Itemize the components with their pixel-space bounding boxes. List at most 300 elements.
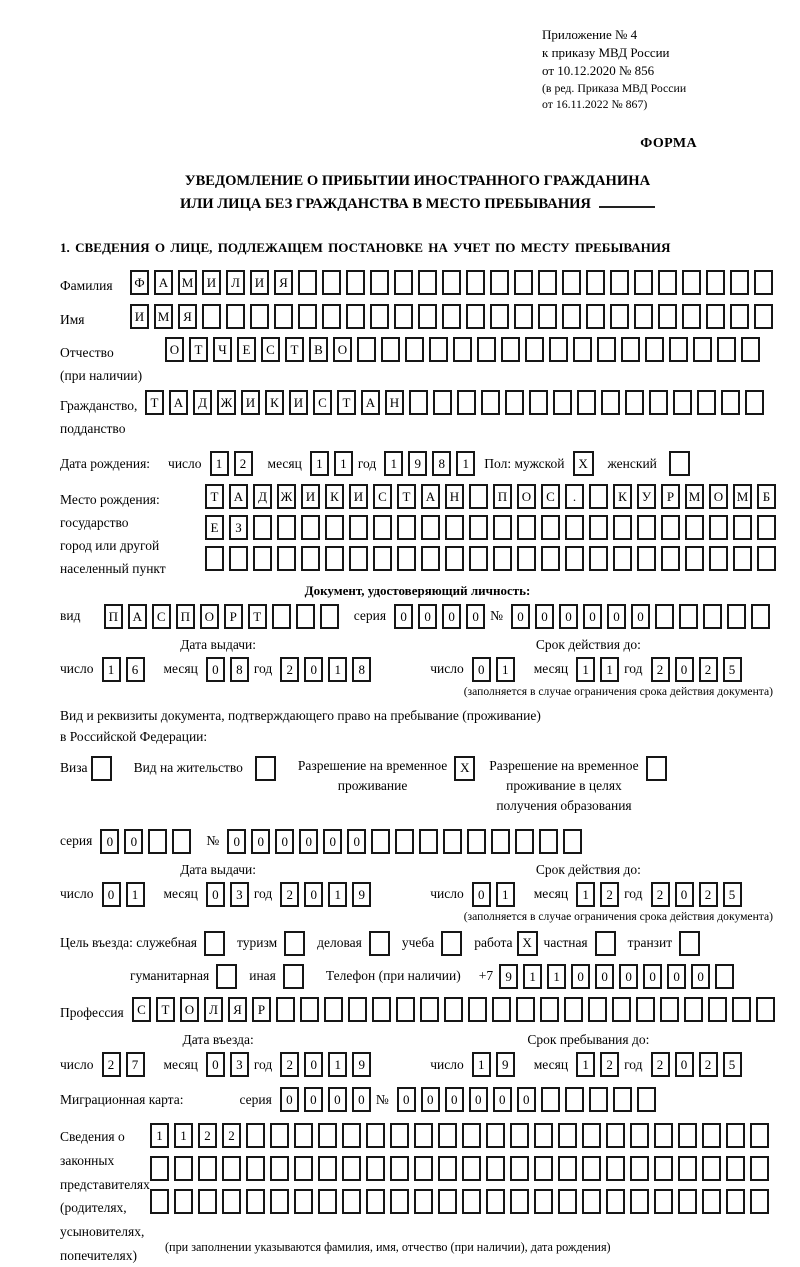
rvp-issue-month-cells xyxy=(206,882,254,907)
char-cell: 0 xyxy=(124,829,143,854)
char-cell xyxy=(294,1123,313,1148)
temp-residence-option xyxy=(298,756,475,797)
doc-issue-row xyxy=(60,657,376,682)
char-cell xyxy=(490,304,509,329)
month-word: месяц xyxy=(533,886,569,902)
char-cell: 1 xyxy=(126,882,145,907)
migration-card-row xyxy=(60,1087,775,1112)
char-cell: 0 xyxy=(397,1087,416,1112)
purpose-business-checkbox xyxy=(204,931,225,956)
char-cell xyxy=(541,515,560,540)
char-cell xyxy=(202,304,221,329)
char-cell: 3 xyxy=(230,882,249,907)
char-cell xyxy=(726,1123,745,1148)
stay-until-group xyxy=(430,1032,746,1077)
patronymic-label xyxy=(60,337,165,388)
char-cell xyxy=(390,1123,409,1148)
residence-intro-line2: в Российской Федерации: xyxy=(60,728,208,744)
char-cell xyxy=(649,390,668,415)
profession-cells xyxy=(132,997,780,1022)
char-cell xyxy=(294,1156,313,1181)
entry-month-cells xyxy=(206,1052,254,1077)
char-cell xyxy=(517,546,536,571)
char-cell: Т xyxy=(248,604,267,629)
char-cell xyxy=(525,337,544,362)
purpose-transit-checkbox xyxy=(679,931,700,956)
char-cell: 0 xyxy=(535,604,554,629)
char-cell xyxy=(250,304,269,329)
legal-reps-label-line1: Сведения о xyxy=(60,1129,125,1145)
char-cell xyxy=(610,270,629,295)
char-cell: С xyxy=(541,484,560,509)
char-cell: 1 xyxy=(547,964,566,989)
title-blank-underline xyxy=(599,193,655,208)
char-cell xyxy=(717,337,736,362)
char-cell xyxy=(553,390,572,415)
char-cell: А xyxy=(421,484,440,509)
char-cell xyxy=(606,1189,625,1214)
char-cell xyxy=(324,997,343,1022)
char-cell xyxy=(702,1123,721,1148)
char-cell xyxy=(421,546,440,571)
char-cell xyxy=(655,604,674,629)
purpose-private-label: частная xyxy=(543,935,588,951)
char-cell xyxy=(419,829,438,854)
day-word: число xyxy=(430,886,464,902)
char-cell: 0 xyxy=(607,604,626,629)
purpose-private-checkbox xyxy=(595,931,616,956)
stay-day-cells xyxy=(472,1052,520,1077)
char-cell xyxy=(613,546,632,571)
appendix-header xyxy=(542,26,775,112)
char-cell xyxy=(658,304,677,329)
legal-reps-cells-row1 xyxy=(150,1123,774,1148)
char-cell xyxy=(486,1189,505,1214)
char-cell: У xyxy=(637,484,656,509)
char-cell xyxy=(577,390,596,415)
char-cell xyxy=(462,1189,481,1214)
entry-date-title: Дата въезда: xyxy=(182,1032,254,1048)
char-cell xyxy=(589,484,608,509)
char-cell xyxy=(589,1087,608,1112)
birthplace-label-line1: Место рождения: xyxy=(60,492,160,508)
char-cell: 1 xyxy=(328,882,347,907)
char-cell: . xyxy=(565,484,584,509)
char-cell: Р xyxy=(224,604,243,629)
doc-valid-title: Срок действия до: xyxy=(535,636,641,652)
char-cell: С xyxy=(152,604,171,629)
char-cell xyxy=(322,270,341,295)
char-cell xyxy=(296,604,315,629)
doc-kind-cells xyxy=(104,604,344,629)
char-cell: 1 xyxy=(576,657,595,682)
char-cell xyxy=(277,515,296,540)
char-cell xyxy=(564,997,583,1022)
char-cell xyxy=(457,390,476,415)
char-cell xyxy=(501,337,520,362)
char-cell xyxy=(515,829,534,854)
char-cell xyxy=(730,304,749,329)
year-word: год xyxy=(253,1056,273,1072)
char-cell xyxy=(693,337,712,362)
char-cell xyxy=(438,1156,457,1181)
legal-reps-note: (при заполнении указываются фамилия, имя, отчество (при наличии), дата рождения) xyxy=(165,1240,611,1255)
char-cell: З xyxy=(229,515,248,540)
char-cell xyxy=(198,1189,217,1214)
char-cell xyxy=(678,1189,697,1214)
char-cell xyxy=(540,997,559,1022)
char-cell: Т xyxy=(337,390,356,415)
birthplace-label-line3: город или другой xyxy=(60,538,160,554)
citizenship-cells xyxy=(145,390,769,415)
char-cell xyxy=(486,1123,505,1148)
birthplace-label-line4: населенный пункт xyxy=(60,561,166,576)
purpose-humanitarian-label: гуманитарная xyxy=(130,968,210,984)
rvp-issue-title: Дата выдачи: xyxy=(180,861,257,877)
char-cell xyxy=(733,515,752,540)
char-cell xyxy=(481,390,500,415)
char-cell: 0 xyxy=(517,1087,536,1112)
char-cell: 1 xyxy=(174,1123,193,1148)
char-cell: Т xyxy=(205,484,224,509)
char-cell xyxy=(558,1189,577,1214)
year-word: год xyxy=(357,455,377,471)
char-cell xyxy=(396,997,415,1022)
char-cell: 0 xyxy=(442,604,461,629)
purpose-study-label: учеба xyxy=(401,935,435,951)
char-cell: Д xyxy=(193,390,212,415)
char-cell: 1 xyxy=(523,964,542,989)
char-cell: 9 xyxy=(499,964,518,989)
rvp-issue-group xyxy=(60,862,376,907)
char-cell: О xyxy=(180,997,199,1022)
doc-valid-day-cells xyxy=(472,657,520,682)
birthplace-rows xyxy=(205,484,781,577)
char-cell xyxy=(270,1156,289,1181)
temp-residence-edu-line3: получения образования xyxy=(496,798,632,814)
char-cell xyxy=(597,337,616,362)
char-cell xyxy=(679,604,698,629)
purpose-row2 xyxy=(130,964,775,989)
char-cell xyxy=(673,390,692,415)
char-cell: 0 xyxy=(675,657,694,682)
char-cell xyxy=(198,1156,217,1181)
temp-residence-checkbox: X xyxy=(454,756,475,781)
char-cell xyxy=(636,997,655,1022)
char-cell xyxy=(414,1156,433,1181)
char-cell xyxy=(294,1189,313,1214)
char-cell xyxy=(586,304,605,329)
char-cell xyxy=(586,270,605,295)
char-cell xyxy=(630,1156,649,1181)
char-cell: О xyxy=(709,484,728,509)
char-cell xyxy=(754,270,773,295)
form-title-line2 xyxy=(60,193,775,216)
char-cell xyxy=(300,997,319,1022)
doc-valid-note: (заполняется в случае ограничения срока действия документа) xyxy=(463,684,773,698)
doc-valid-month-cells xyxy=(576,657,624,682)
char-cell xyxy=(613,1087,632,1112)
form-label: ФОРМА xyxy=(640,136,697,152)
birth-month-cells xyxy=(310,451,358,476)
char-cell: С xyxy=(313,390,332,415)
char-cell: 5 xyxy=(723,882,742,907)
char-cell: И xyxy=(289,390,308,415)
legal-reps-label xyxy=(60,1120,150,1267)
char-cell xyxy=(613,515,632,540)
char-cell xyxy=(429,337,448,362)
day-word: число xyxy=(60,661,94,677)
doc-issue-month-cells xyxy=(206,657,254,682)
char-cell xyxy=(703,604,722,629)
year-word: год xyxy=(624,1056,643,1072)
char-cell xyxy=(274,304,293,329)
char-cell xyxy=(606,1156,625,1181)
char-cell xyxy=(270,1123,289,1148)
legal-reps-field xyxy=(60,1120,775,1267)
char-cell: 0 xyxy=(227,829,246,854)
char-cell: С xyxy=(261,337,280,362)
entry-date-group xyxy=(60,1032,376,1077)
char-cell xyxy=(443,829,462,854)
char-cell: 0 xyxy=(493,1087,512,1112)
char-cell xyxy=(442,270,461,295)
purpose-work-checkbox: X xyxy=(517,931,538,956)
char-cell: Р xyxy=(661,484,680,509)
char-cell: Н xyxy=(385,390,404,415)
char-cell: М xyxy=(733,484,752,509)
rvp-issue-year-cells xyxy=(280,882,376,907)
char-cell xyxy=(589,515,608,540)
residence-permit-label: Вид на жительство xyxy=(133,759,243,775)
identity-doc-row xyxy=(60,604,775,629)
char-cell: 0 xyxy=(251,829,270,854)
char-cell: А xyxy=(169,390,188,415)
char-cell: А xyxy=(128,604,147,629)
char-cell xyxy=(661,515,680,540)
doc-valid-year-cells xyxy=(651,657,747,682)
char-cell xyxy=(342,1189,361,1214)
char-cell: 1 xyxy=(210,451,229,476)
char-cell xyxy=(697,390,716,415)
doc-kind-label: вид xyxy=(60,608,81,624)
char-cell xyxy=(366,1189,385,1214)
char-cell: Т xyxy=(285,337,304,362)
char-cell: А xyxy=(154,270,173,295)
char-cell: 5 xyxy=(723,1052,742,1077)
char-cell xyxy=(589,546,608,571)
char-cell xyxy=(625,390,644,415)
profession-field xyxy=(60,997,775,1025)
purpose-work-label: работа xyxy=(474,935,513,951)
char-cell xyxy=(582,1156,601,1181)
stay-until-title: Срок пребывания до: xyxy=(527,1032,650,1048)
char-cell: 0 xyxy=(511,604,530,629)
char-cell: 1 xyxy=(576,1052,595,1077)
char-cell: Ч xyxy=(213,337,232,362)
char-cell xyxy=(529,390,548,415)
char-cell: 0 xyxy=(328,1087,347,1112)
legal-reps-label-line4: (родителях, xyxy=(60,1200,127,1216)
char-cell: 1 xyxy=(328,657,347,682)
char-cell xyxy=(637,546,656,571)
char-cell xyxy=(492,997,511,1022)
char-cell: 9 xyxy=(352,1052,371,1077)
char-cell: Т xyxy=(189,337,208,362)
char-cell: О xyxy=(165,337,184,362)
rvp-valid-month-cells xyxy=(576,882,624,907)
char-cell xyxy=(486,1156,505,1181)
char-cell xyxy=(420,997,439,1022)
char-cell xyxy=(562,270,581,295)
char-cell xyxy=(150,1156,169,1181)
doc-issue-title: Дата выдачи: xyxy=(180,636,257,652)
char-cell xyxy=(394,304,413,329)
char-cell xyxy=(730,270,749,295)
char-cell: М xyxy=(178,270,197,295)
char-cell: 1 xyxy=(334,451,353,476)
day-word: число xyxy=(430,661,464,677)
char-cell: Б xyxy=(757,484,776,509)
char-cell xyxy=(630,1123,649,1148)
char-cell xyxy=(172,829,191,854)
char-cell xyxy=(726,1156,745,1181)
phone-label: Телефон (при наличии) xyxy=(325,968,461,984)
doc-number-label: № xyxy=(490,608,503,624)
char-cell xyxy=(357,337,376,362)
char-cell xyxy=(373,546,392,571)
char-cell xyxy=(654,1189,673,1214)
char-cell xyxy=(395,829,414,854)
purpose-row1 xyxy=(60,931,775,956)
char-cell: П xyxy=(493,484,512,509)
char-cell xyxy=(222,1156,241,1181)
char-cell: Т xyxy=(156,997,175,1022)
char-cell: П xyxy=(104,604,123,629)
char-cell xyxy=(702,1189,721,1214)
legal-reps-cells-row2 xyxy=(150,1156,774,1181)
char-cell: 9 xyxy=(408,451,427,476)
char-cell xyxy=(246,1156,265,1181)
char-cell: 0 xyxy=(352,1087,371,1112)
char-cell xyxy=(541,1087,560,1112)
purpose-other-checkbox xyxy=(283,964,304,989)
appendix-subline-2: от 16.11.2022 № 867) xyxy=(542,97,648,112)
birthplace-field xyxy=(60,484,775,581)
temp-residence-edu-line2: проживание в целях xyxy=(506,778,622,794)
char-cell: Е xyxy=(237,337,256,362)
char-cell xyxy=(510,1123,529,1148)
char-cell xyxy=(682,270,701,295)
char-cell xyxy=(318,1189,337,1214)
char-cell xyxy=(658,270,677,295)
char-cell: И xyxy=(241,390,260,415)
surname-label: Фамилия xyxy=(60,277,113,293)
char-cell xyxy=(684,997,703,1022)
rvp-valid-note: (заполняется в случае ограничения срока действия документа) xyxy=(463,909,773,923)
char-cell: 0 xyxy=(100,829,119,854)
char-cell: 0 xyxy=(571,964,590,989)
char-cell: 2 xyxy=(600,882,619,907)
char-cell: Д xyxy=(253,484,272,509)
month-word: месяц xyxy=(533,661,569,677)
char-cell: 8 xyxy=(432,451,451,476)
char-cell xyxy=(708,997,727,1022)
char-cell xyxy=(222,1189,241,1214)
entry-date-row xyxy=(60,1052,376,1077)
char-cell xyxy=(229,546,248,571)
char-cell xyxy=(606,1123,625,1148)
char-cell xyxy=(477,337,496,362)
birthplace-cells-row1 xyxy=(205,484,781,509)
char-cell xyxy=(320,604,339,629)
char-cell xyxy=(534,1189,553,1214)
char-cell xyxy=(414,1189,433,1214)
char-cell xyxy=(445,515,464,540)
char-cell: 0 xyxy=(643,964,662,989)
residence-intro-line1: Вид и реквизиты документа, подтверждающего право на пребывание (проживание) xyxy=(60,707,541,723)
char-cell: 0 xyxy=(469,1087,488,1112)
char-cell: 2 xyxy=(651,657,670,682)
rvp-series-row xyxy=(60,829,775,854)
char-cell: 0 xyxy=(394,604,413,629)
char-cell: 0 xyxy=(691,964,710,989)
firstname-cells xyxy=(130,304,778,329)
legal-reps-label-line3: представителях xyxy=(60,1176,150,1192)
char-cell xyxy=(621,337,640,362)
char-cell: А xyxy=(361,390,380,415)
char-cell xyxy=(685,546,704,571)
char-cell xyxy=(390,1189,409,1214)
char-cell xyxy=(654,1156,673,1181)
char-cell: 9 xyxy=(352,882,371,907)
char-cell xyxy=(462,1156,481,1181)
surname-field xyxy=(60,270,775,298)
char-cell: С xyxy=(373,484,392,509)
surname-cells xyxy=(130,270,778,295)
month-word: месяц xyxy=(163,886,198,902)
temp-residence-edu-checkbox xyxy=(646,756,667,781)
appendix-line-3: от 10.12.2020 № 856 xyxy=(542,62,655,78)
char-cell: О xyxy=(517,484,536,509)
char-cell xyxy=(733,546,752,571)
migration-series-cells xyxy=(280,1087,376,1112)
char-cell xyxy=(397,515,416,540)
char-cell xyxy=(468,997,487,1022)
stay-until-row xyxy=(430,1052,746,1077)
char-cell: И xyxy=(250,270,269,295)
birthplace-cells-row2 xyxy=(205,515,781,540)
char-cell xyxy=(706,304,725,329)
temp-residence-edu-option xyxy=(489,756,666,817)
char-cell xyxy=(588,997,607,1022)
char-cell xyxy=(272,604,291,629)
char-cell xyxy=(148,829,167,854)
birthplace-cells-row3 xyxy=(205,546,781,571)
char-cell: Ж xyxy=(277,484,296,509)
appendix-subline-1: (в ред. Приказа МВД России xyxy=(542,80,687,95)
char-cell xyxy=(493,546,512,571)
char-cell xyxy=(654,1123,673,1148)
char-cell xyxy=(318,1123,337,1148)
temp-residence-label-line2: проживание xyxy=(337,778,408,794)
char-cell: О xyxy=(200,604,219,629)
char-cell: 8 xyxy=(230,657,249,682)
char-cell xyxy=(442,304,461,329)
char-cell: 0 xyxy=(675,1052,694,1077)
char-cell xyxy=(709,515,728,540)
char-cell xyxy=(490,270,509,295)
